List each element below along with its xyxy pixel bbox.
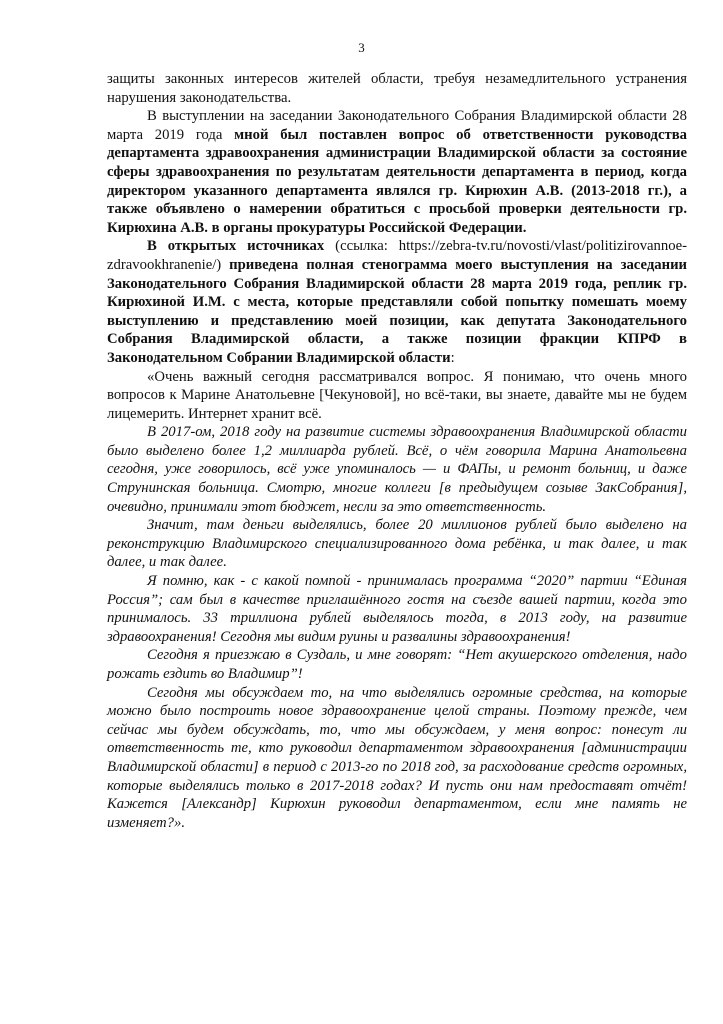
paragraph-p7 <box>107 572 687 646</box>
page-number: 3 <box>358 40 365 55</box>
paragraph-p3 <box>107 237 687 367</box>
text-segment: (ссылка: https://zebra-tv.ru/novosti/vlast/politizirovannoe-zdravookhranenie/) <box>107 238 687 273</box>
text-segment: В 2017-ом, 2018 году на развитие системы здравоохранения Владимирской области было выделено более 1,2 миллиарда рублей. Всё, о чём говорила Марина Анатольевна сегодня, уже говорилось, всё уже упоминалось — и ФАПы, и ремонт больниц, и даже Струнинская больница. Смотрю, многие коллеги [в предыдущем созыве ЗакСобрания], очевидно, принимали этот бюджет, несли за это ответственность. <box>107 424 687 515</box>
text-segment: Значит, там деньги выделялись, более 20 миллионов рублей было выделено на реконструкцию Владимирского специализированного дома ребёнка, и так далее, и так далее, и так далее. <box>107 517 687 571</box>
paragraph-p5 <box>107 423 687 516</box>
bold-text-segment: мной был поставлен вопрос об ответственности руководства департамента здравоохранения администрации Владимирской области за состояние сферы здравоохранения по результатам деятельности департамента в период, когда директором указанного департамента являлся гр. Кирюхин А.В. (2013-2018 гг.), а также объявлено о намерении обратиться с просьбой проверки деятельности гр. Кирюхина А.В. в органы прокуратуры Российской Федерации. <box>107 126 687 236</box>
paragraph-p1 <box>107 70 687 107</box>
paragraph-p6 <box>107 516 687 572</box>
text-segment: защиты законных интересов жителей области, требуя незамедлительного устранения нарушения законодательства. <box>107 71 687 106</box>
paragraph-p4 <box>107 368 687 424</box>
text-segment: В выступлении на заседании Законодательного Собрания Владимирской области 28 марта 2019 года <box>107 108 687 143</box>
text-segment: Сегодня я приезжаю в Суздаль, и мне говорят: “Нет акушерского отделения, надо рожать ездить во Владимир”! <box>107 647 687 682</box>
text-segment: : <box>450 349 455 366</box>
text-segment: «Очень важный сегодня рассматривался вопрос. Я понимаю, что очень много вопросов к Марине Анатольевне [Чекуновой], но всё-таки, вы знаете, давайте мы не будем лицемерить. Интернет хранит всё. <box>107 368 687 422</box>
paragraph-p2 <box>107 107 687 237</box>
paragraph-p8 <box>107 646 687 683</box>
document-body <box>107 70 687 832</box>
text-segment: Я помню, как - с какой помпой - принималась программа “2020” партии “Единая Россия”; сам был в качестве приглашённого гостя на съезде вашей партии, когда это принималось. 33 триллиона рублей выделялось тогда, в 2013 году, на развитие здравоохранения! Сегодня мы видим руины и развалины здравоохранения! <box>107 573 687 645</box>
bold-text-segment: приведена полная стенограмма моего выступления на заседании Законодательного Собрания Владимирской области 28 марта 2019 года, реплик гр. Кирюхиной И.М. с места, которые представляли собой попытку помешать моему выступлению и представлению моей позиции, как депутата Законодательного Собрания Владимирской области, а также позиции фракции КПРФ в Законодательном Собрании Владимирской области <box>107 256 687 366</box>
text-segment: Сегодня мы обсуждаем то, на что выделялись огромные средства, на которые можно было построить новое здравоохранение целой страны. Поэтому прежде, чем сейчас мы будем обсуждать, то, что мы обсуждаем, у меня вопрос: понесут ли ответственность те, кто руководил департаментом здравоохранения [администрации Владимирской области] в период с 2013-го по 2018 год, за расходование средств огромных, которые выделялись только в 2017-2018 годах? И пусть они нам предоставят отчёт! Кажется [Александр] Кирюхин руководил департаментом, если мне память не изменяет?». <box>107 684 687 831</box>
paragraph-p9 <box>107 684 687 833</box>
bold-text-segment: В открытых источниках <box>147 238 325 255</box>
